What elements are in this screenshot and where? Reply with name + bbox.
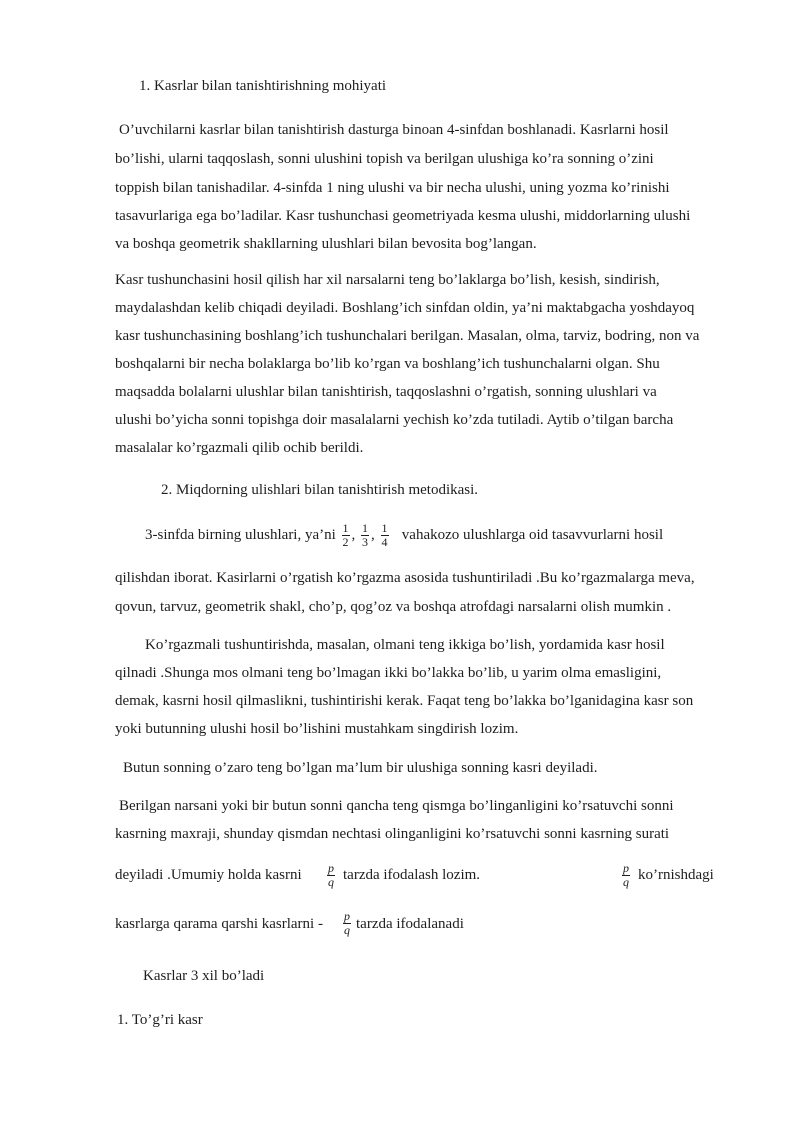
paragraph-line: O’uvchilarni kasrlar bilan tanishtirish dasturga binoan 4-sinfdan boshlanadi. Kasrlarni hosil [119,122,669,138]
fraction-one-quarter: $\frac{1}{4}$ [381,521,388,550]
paragraph-line: qilnadi .Shunga mos olmani teng bo’lmagan ikki bo’lakka bo’lib, u yarim olma emasligini, [115,665,662,681]
paragraph-text: ko’rnishdagi [638,867,714,883]
definition-line: Butun sonning o’zaro teng bo’lgan ma’lum bir ulushiga sonning kasri deyiladi. [123,760,598,776]
fraction-p-over-q: $\frac{p}{q}$ [328,861,334,890]
paragraph-line: Kasr tushunchasini hosil qilish har xil narsalarni teng bo’laklarga bo’lish, kesish, sindirish, [115,272,660,288]
paragraph-line: Berilgan narsani yoki bir butun sonni qancha teng qismga bo’linganligini ko’rsatuvchi sonni [119,798,674,814]
fraction-one-third: $\frac{1}{3}$ [362,521,369,550]
paragraph-line: bo’lishi, ularni taqqoslash, sonni ulushini topish va berilgan ulushiga ko’ra sonning o’zini [115,151,654,167]
paragraph-line: demak, kasrni hosil qilmaslikni, tushintirishi kerak. Faqat teng bo’lakka bo’lganidagina kasr son [115,693,694,709]
heading-kasrlar-mohiyati: 1. Kasrlar bilan tanishtirishning mohiyati [139,78,387,94]
paragraph-line: tasavurlariga ega bo’ladilar. Kasr tushunchasi geometriyada kesma ulushi, middorlarning ulushi [115,208,691,224]
intro-text: 3-sinfda birning ulushlari, ya’ni [145,527,336,543]
rest-text: vahakozo ulushlarga oid tasavvurlarni hosil [401,527,664,543]
paragraph-line: kasrning maxraji, shunday qismdan nechtasi olinganligini ko’rsatuvchi sonni kasrning surati [115,826,670,842]
paragraph-line: ulushi bo’yicha sonni topishga doir masalalarni yechish ko’zda tutiladi. Aytib o’tilgan barcha [115,412,674,428]
paragraph-line-p-q: deyiladi .Umumiy holda kasrni [115,867,302,883]
paragraph-line: boshqalarni bir necha bolaklarga bo’lib ko’rgan va boshlang’ich tushunchalarni olgan. Shu [115,356,660,372]
fraction-p-over-q: $\frac{p}{q}$ [623,861,629,890]
paragraph-text: tarzda ifodalash lozim. [343,867,481,883]
paragraph-line: maydalashdan kelib chiqadi deyiladi. Boshlang’ich sinfdan oldin, ya’ni maktabgacha yoshdayoq [115,300,695,316]
paragraph-line: Kasrlar 3 xil bo’ladi [143,968,265,984]
fraction-one-half: $\frac{1}{2}$ [342,521,349,550]
fraction-p-over-q: $\frac{p}{q}$ [344,909,350,938]
paragraph-line: qilishdan iborat. Kasirlarni o’rgatish ko’rgazma asosida tushuntiriladi .Bu ko’rgazmalarga meva, [115,570,695,586]
heading-miqdorning-ulishlari: 2. Miqdorning ulishlari bilan tanishtirish metodikasi. [161,482,479,498]
paragraph-line: Ko’rgazmali tushuntirishda, masalan, olmani teng ikkiga bo’lish, yordamida kasr hosil [145,637,665,653]
paragraph-line: masalalar ko’rgazmali qilib ochib berildi. [115,440,364,456]
paragraph-line: kasr tushunchasining boshlang’ich tushunchalari berilgan. Masalan, olma, tarviz, bodring, non va [115,328,700,344]
list-item: 1. To’g’ri kasr [117,1012,203,1028]
paragraph-text: tarzda ifodalanadi [356,916,464,932]
paragraph-line: toppish bilan tanishadilar. 4-sinfda 1 ning ulushi va bir necha ulushi, uning yozma ko’rinishi [115,180,670,196]
paragraph-line: yoki butunning ulushi hosil bo’lishini mustahkam singdirish lozim. [115,721,519,737]
paragraph-line: maqsadda bolalarni ulushlar bilan tanishtirish, taqqoslashni o’rgatish, sonning ulushlari va [115,384,657,400]
paragraph-line: qovun, tarvuz, geometrik shakl, cho’p, qog’oz va boshqa atrofdagi narsalarni olish mumkin . [115,599,672,615]
paragraph-line: va boshqa geometrik shakllarning ulushlari bilan bevosita bog’langan. [115,236,537,252]
paragraph-line: kasrlarga qarama qarshi kasrlarni - [115,916,323,932]
paragraph-line-fractions: 3-sinfda birning ulushlari, ya’ni $\frac{1}{2}$ , $\frac{1}{3}$ , $\frac{1}{4}$ vahakozo ulushlarga oid tasavvurlarni hosil [145,521,664,550]
